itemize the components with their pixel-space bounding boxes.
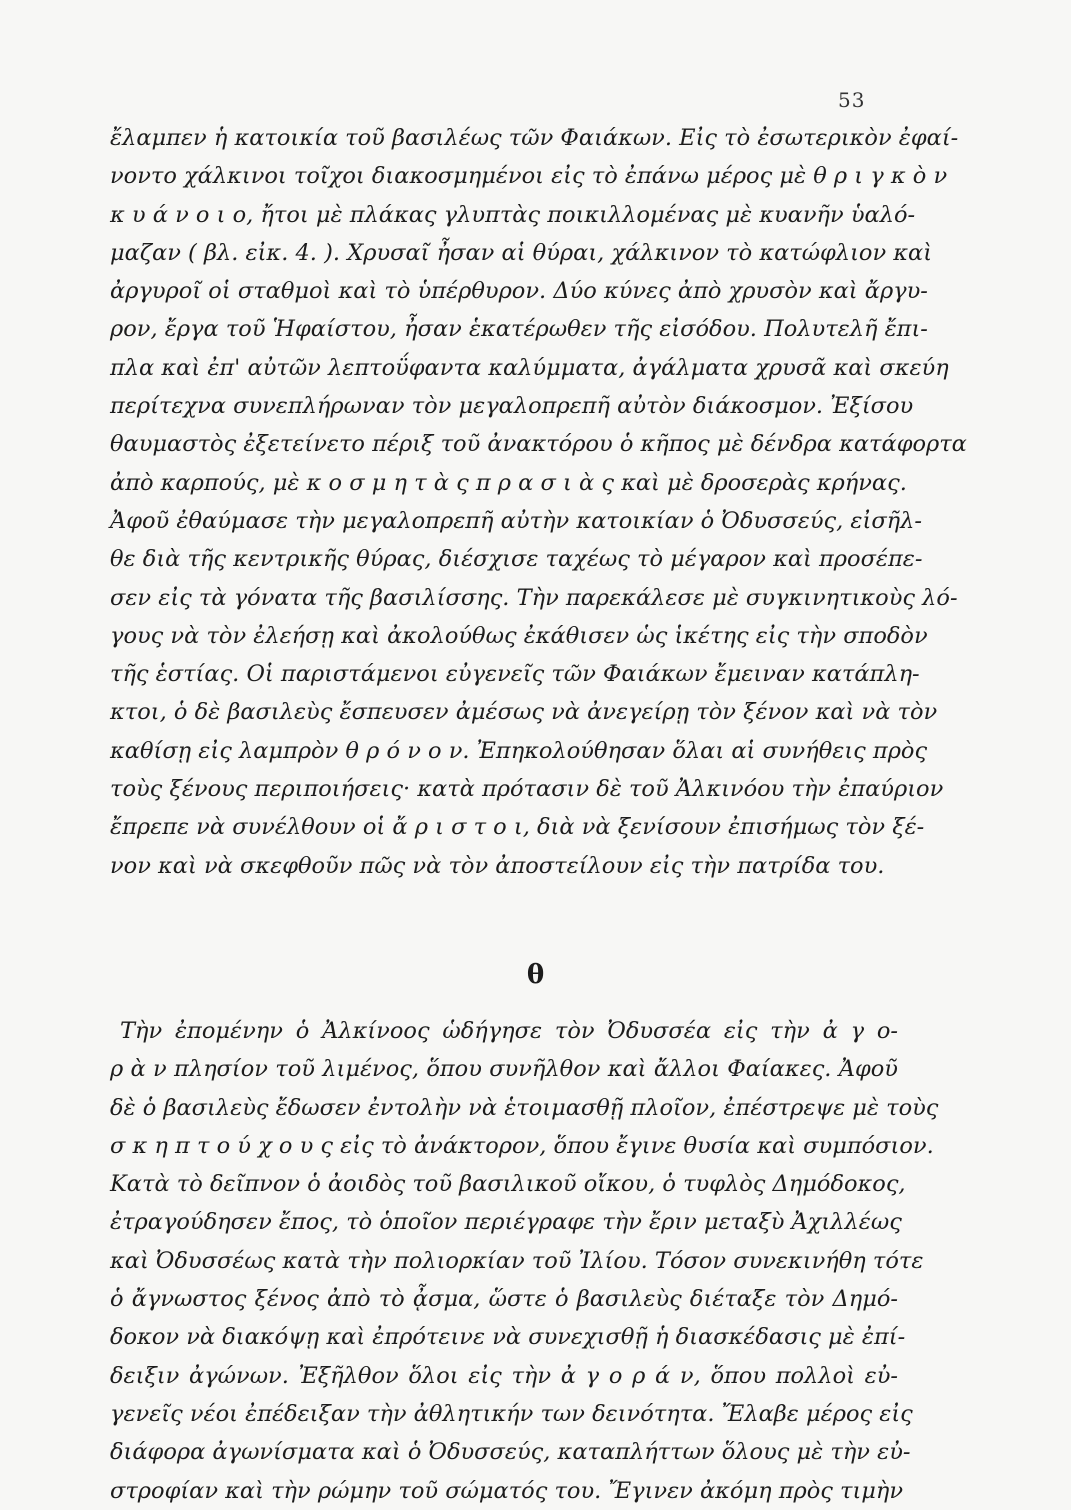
text-line: ρ ὰ ν πλησίον τοῦ λιμένος, ὅπου συνῆλθον καὶ ἄλλοι Φαίακες. Ἀφοῦ: [110, 1056, 898, 1083]
text-line: ἀργυροῖ οἱ σταθμοὶ καὶ τὸ ὑπέρθυρον. Δύο κύνες ἀπὸ χρυσὸν καὶ ἄργυ-: [110, 278, 928, 305]
text-line: νοντο χάλκινοι τοῖχοι διακοσμημένοι εἰς τὸ ἐπάνω μέρος μὲ θ ρ ι γ κ ὸ ν: [110, 163, 948, 190]
text-line: θαυμαστὸς ἐξετείνετο πέριξ τοῦ ἀνακτόρου ὁ κῆπος μὲ δένδρα κατάφορτα: [110, 431, 967, 458]
section-mark: θ: [526, 960, 545, 990]
text-line: ρον, ἔργα τοῦ Ἡφαίστου, ἦσαν ἑκατέρωθεν τῆς εἰσόδου. Πολυτελῆ ἔπι-: [110, 316, 928, 343]
text-line: σ κ η π τ ο ύ χ ο υ ς εἰς τὸ ἀνάκτορον, ὅπου ἔγινε θυσία καὶ συμπόσιον.: [110, 1132, 934, 1159]
paragraph-1: [110, 119, 967, 885]
text-line: τοὺς ξένους περιποιήσεις· κατὰ πρότασιν δὲ τοῦ Ἀλκινόου τὴν ἐπαύριον: [110, 776, 944, 803]
text-line: διάφορα ἀγωνίσματα καὶ ὁ Ὀδυσσεύς, καταπλήττων ὅλους μὲ τὴν εὐ-: [110, 1439, 911, 1466]
text-line: νον καὶ νὰ σκεφθοῦν πῶς νὰ τὸν ἀποστείλουν εἰς τὴν πατρίδα του.: [110, 852, 885, 879]
text-line: τῆς ἑστίας. Οἱ παριστάμενοι εὐγενεῖς τῶν Φαιάκων ἔμειναν κατάπλη-: [110, 661, 920, 688]
text-line: δὲ ὁ βασιλεὺς ἔδωσεν ἐντολὴν νὰ ἑτοιμασθῇ πλοῖον, ἐπέστρεψε μὲ τοὺς: [110, 1094, 939, 1121]
text-line: κ υ ά ν ο ι ο, ἤτοι μὲ πλάκας γλυπτὰς ποικιλλομένας μὲ κυανῆν ὑαλό-: [110, 201, 916, 228]
text-line: ἐτραγούδησεν ἔπος, τὸ ὁποῖον περιέγραφε τὴν ἔριν μεταξὺ Ἀχιλλέως: [110, 1209, 902, 1236]
text-line: κτοι, ὁ δὲ βασιλεὺς ἔσπευσεν ἀμέσως νὰ ἀνεγείρῃ τὸν ξένον καὶ νὰ τὸν: [110, 699, 938, 726]
text-line: καθίσῃ εἰς λαμπρὸν θ ρ ό ν ο ν. Ἐπηκολούθησαν ὅλαι αἱ συνήθεις πρὸς: [110, 737, 928, 764]
text-line: ἀπὸ καρπούς, μὲ κ ο σ μ η τ ὰ ς π ρ α σ ι ὰ ς καὶ μὲ δροσερὰς κρήνας.: [110, 469, 907, 496]
text-line: ἔπρεπε νὰ συνέλθουν οἱ ἄ ρ ι σ τ ο ι, διὰ νὰ ξενίσουν ἐπισήμως τὸν ξέ-: [110, 814, 925, 841]
text-line: ὁ ἄγνωστος ξένος ἀπὸ τὸ ᾆσμα, ὥστε ὁ βασιλεὺς διέταξε τὸν Δημό-: [110, 1286, 898, 1313]
text-line: σεν εἰς τὰ γόνατα τῆς βασιλίσσης. Τὴν παρεκάλεσε μὲ συγκινητικοὺς λό-: [110, 584, 958, 611]
text-line: Τὴν ἐπομένην ὁ Ἀλκίνοος ὡδήγησε τὸν Ὀδυσσέα εἰς τὴν ἀ γ ο-: [120, 1018, 898, 1044]
text-line: γενεῖς νέοι ἐπέδειξαν τὴν ἀθλητικήν των δεινότητα. Ἔλαβε μέρος εἰς: [110, 1400, 913, 1427]
text-line: δειξιν ἀγώνων. Ἐξῆλθον ὅλοι εἰς τὴν ἀ γ ο ρ ά ν, ὅπου πολλοὶ εὐ-: [110, 1362, 898, 1389]
text-line: Ἀφοῦ ἐθαύμασε τὴν μεγαλοπρεπῆ αὐτὴν κατοικίαν ὁ Ὀδυσσεύς, εἰσῆλ-: [110, 507, 923, 534]
text-line: δοκον νὰ διακόψῃ καὶ ἐπρότεινε νὰ συνεχισθῇ ἡ διασκέδασις μὲ ἐπί-: [110, 1324, 906, 1351]
text-line: καὶ Ὀδυσσέως κατὰ τὴν πολιορκίαν τοῦ Ἰλίου. Τόσον συνεκινήθη τότε: [110, 1247, 924, 1274]
text-line: Κατὰ τὸ δεῖπνον ὁ ἀοιδὸς τοῦ βασιλικοῦ οἴκου, ὁ τυφλὸς Δημόδοκος,: [110, 1171, 906, 1198]
text-line: μαζαν ( βλ. εἰκ. 4. ). Χρυσαῖ ἦσαν αἱ θύραι, χάλκινον τὸ κατώφλιον καὶ: [110, 239, 933, 266]
text-line: θε διὰ τῆς κεντρικῆς θύρας, διέσχισε ταχέως τὸ μέγαρον καὶ προσέπε-: [110, 546, 923, 573]
text-line: στροφίαν καὶ τὴν ρώμην τοῦ σώματός του. Ἔγινεν ἀκόμη πρὸς τιμὴν: [110, 1477, 904, 1504]
text-line: ἔλαμπεν ἡ κατοικία τοῦ βασιλέως τῶν Φαιάκων. Εἰς τὸ ἐσωτερικὸν ἐφαί-: [110, 125, 959, 151]
text-line: πλα καὶ ἐπ' αὐτῶν λεπτοΰφαντα καλύμματα, ἀγάλματα χρυσᾶ καὶ σκεύη: [110, 354, 949, 381]
text-line: γους νὰ τὸν ἐλεήσῃ καὶ ἀκολούθως ἐκάθισεν ὡς ἱκέτης εἰς τὴν σποδὸν: [110, 622, 928, 649]
page-number: 53: [838, 88, 866, 112]
text-line: περίτεχνα συνεπλήρωναν τὸν μεγαλοπρεπῆ αὐτὸν διάκοσμον. Ἐξίσου: [110, 393, 914, 420]
paragraph-2: [110, 1012, 939, 1510]
